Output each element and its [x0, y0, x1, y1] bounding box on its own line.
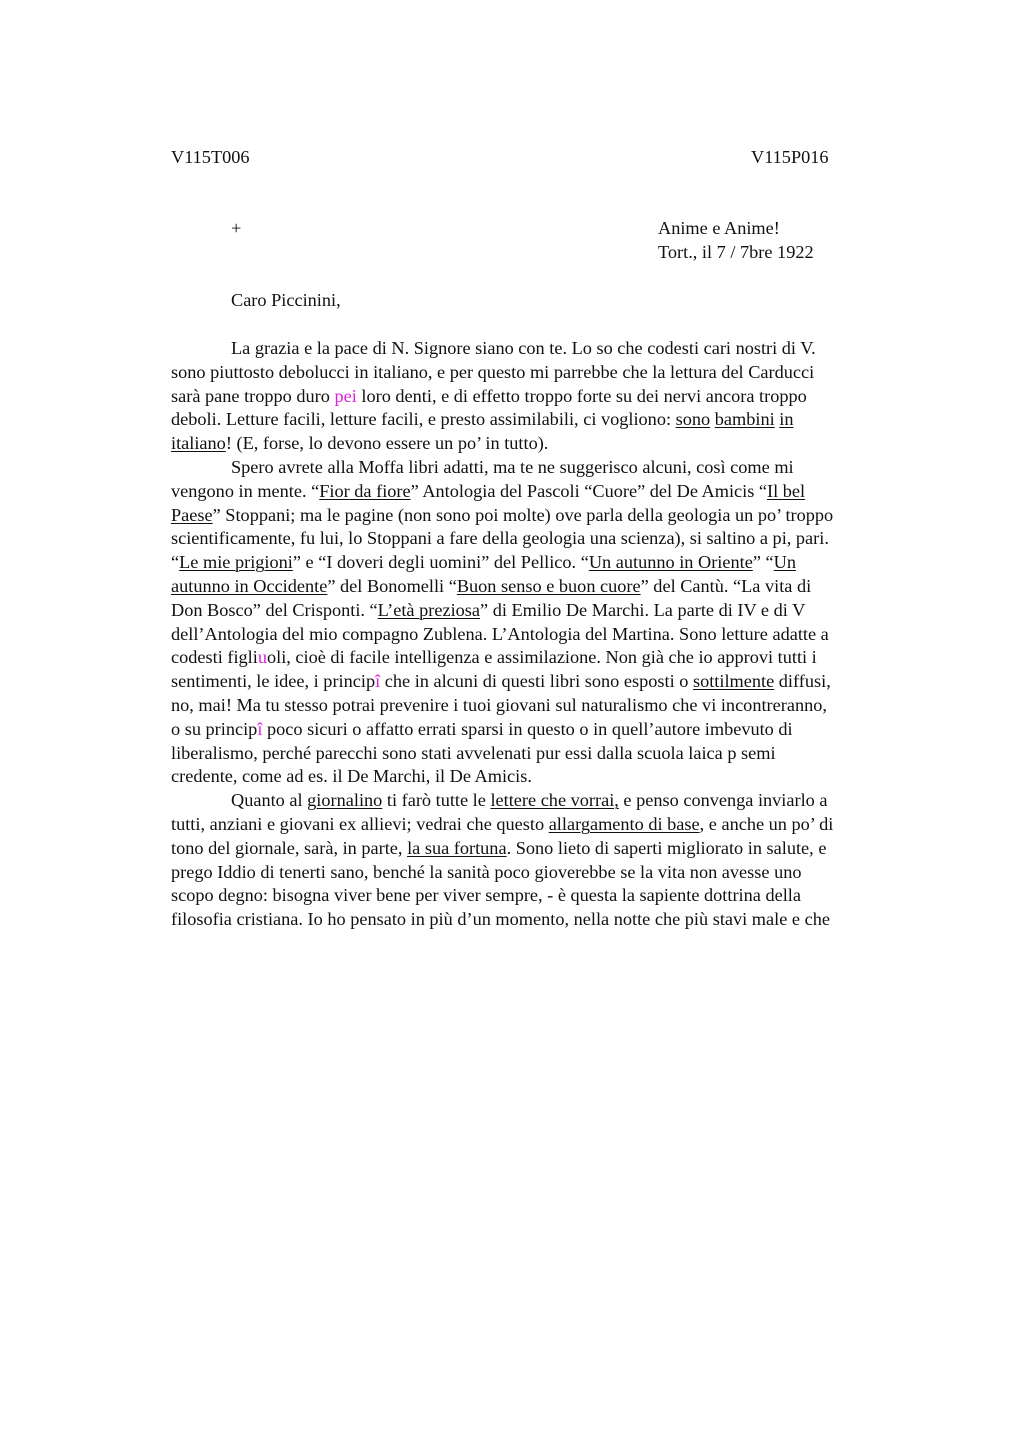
salutation: Caro Piccinini, [231, 290, 341, 310]
text-run: vengono in mente. “ [171, 480, 320, 501]
body-line [171, 408, 951, 432]
body-line [171, 504, 951, 528]
inserted-text: pei [334, 385, 357, 406]
cross-mark: + [231, 218, 242, 238]
body-line [171, 718, 951, 742]
text-run: che in alcuni di questi libri sono esposti o [380, 671, 693, 692]
body-line [171, 432, 951, 456]
text-run: ” e “I doveri degli uomini” del Pellico. “ [292, 552, 589, 573]
text-run: oli, cioè di facile intelligenza e assimilazione. Non già che io approvi tutti i [266, 647, 817, 668]
body-line [171, 361, 951, 385]
inserted-text: î [257, 718, 263, 739]
text-run: tono del giornale, sarà, in parte, [171, 837, 408, 858]
text-run: ti farò tutte le [382, 790, 491, 811]
underlined-text: Paese [171, 504, 213, 525]
underlined-text: Un [773, 552, 796, 573]
text-run: “ [171, 552, 180, 573]
text-run: no, mai! Ma tu stesso potrai prevenire i tuoi giovani sul naturalismo che vi incontreranno, [171, 694, 827, 715]
text-run: diffusi, [774, 671, 831, 692]
text-run: codesti figli [171, 647, 258, 668]
body-line [171, 551, 951, 575]
text-run: sarà pane troppo duro [171, 385, 335, 406]
text-run: scopo degno: bisogna viver bene per viver sempre, - è questa la sapiente dottrina della [171, 885, 801, 906]
underlined-text: L’età preziosa [377, 599, 481, 620]
text-run: ! (E, forse, lo devono essere un po’ in tutto). [225, 433, 549, 454]
text-run: , e anche un po’ di [699, 813, 834, 834]
inserted-text: î [375, 671, 381, 692]
underlined-text: bambini [714, 409, 775, 430]
text-run: ” Antologia del Pascoli “Cuore” del De Amicis “ [410, 480, 768, 501]
body-line [171, 861, 951, 885]
body-line [171, 599, 951, 623]
document-code-right: V115P016 [751, 147, 829, 167]
underlined-text: autunno in Occidente [171, 575, 328, 596]
body-line [171, 480, 951, 504]
underlined-text: Buon senso e buon cuore [456, 575, 641, 596]
text-run: deboli. Letture facili, letture facili, e presto assimilabili, ci vogliono: [171, 409, 676, 430]
body-line [171, 456, 951, 480]
motto: Anime e Anime! [658, 218, 780, 238]
text-run: liberalismo, perché parecchi sono stati avvelenati pur essi dalla scuola laica p semi [171, 742, 776, 763]
underlined-text: Le mie prigioni [179, 552, 293, 573]
text-run: sentimenti, le idee, i princip [171, 671, 376, 692]
body-line [171, 527, 951, 551]
text-run: e penso convenga inviarlo a [618, 790, 828, 811]
inserted-text: u [257, 647, 267, 668]
underlined-text: in [779, 409, 794, 430]
underlined-text: Un autunno in Oriente [588, 552, 753, 573]
body-line [171, 670, 951, 694]
body-line [171, 623, 951, 647]
text-run: loro denti, e di effetto troppo forte su dei nervi ancora troppo [356, 385, 807, 406]
underlined-text: giornalino [307, 790, 383, 811]
text-run: ” di Emilio De Marchi. La parte di IV e di V [480, 599, 806, 620]
body-line [171, 789, 951, 813]
text-run: ” del Cantù. “La vita di [640, 575, 812, 596]
text-run: ” Stoppani; ma le pagine (non sono poi molte) ove parla della geologia un po’ troppo [212, 504, 834, 525]
letter-body [171, 337, 951, 932]
body-line [171, 908, 951, 932]
body-line [171, 337, 951, 361]
underlined-text: Fior da fiore [319, 480, 411, 501]
text-run: credente, come ad es. il De Marchi, il De Amicis. [171, 766, 532, 787]
underlined-text: italiano [171, 433, 226, 454]
text-run: . Sono lieto di saperti migliorato in salute, e [506, 837, 827, 858]
body-line [171, 575, 951, 599]
underlined-text: sono [675, 409, 711, 430]
text-run: filosofia cristiana. Io ho pensato in più d’un momento, nella notte che più stavi male e che [171, 909, 830, 930]
text-run: tutti, anziani e giovani ex allievi; vedrai che questo [171, 813, 549, 834]
dateline: Tort., il 7 / 7bre 1922 [658, 242, 814, 262]
text-run: sono piuttosto debolucci in italiano, e per questo mi parrebbe che la lettura del Carducci [171, 361, 815, 382]
document-code-left: V115T006 [171, 147, 250, 167]
underlined-text: lettere che vorrai, [490, 790, 619, 811]
text-run: dell’Antologia del mio compagno Zublena. L’Antologia del Martina. Sono letture adatte a [171, 623, 829, 644]
text-run: Spero avrete alla Moffa libri adatti, ma te ne suggerisco alcuni, così come mi [231, 456, 794, 477]
body-line [171, 385, 951, 409]
text-run: ” del Bonomelli “ [327, 575, 457, 596]
text-run: La grazia e la pace di N. Signore siano con te. Lo so che codesti cari nostri di V. [231, 338, 816, 358]
body-line [171, 694, 951, 718]
text-run: poco sicuri o affatto errati sparsi in questo o in quell’autore imbevuto di [262, 718, 793, 739]
underlined-text: Il bel [767, 480, 806, 501]
underlined-text: sottilmente [692, 671, 775, 692]
text-run: scientificamente, fu lui, lo Stoppani a fare della geologia una scienza), si saltino a pi, pari. [171, 528, 829, 549]
text-run: o su princip [171, 718, 258, 739]
text-run: prego Iddio di tenerti sano, benché la sanità poco gioverebbe se la vita non avesse uno [171, 861, 802, 882]
body-line [171, 742, 951, 766]
body-line [171, 813, 951, 837]
body-line [171, 837, 951, 861]
body-line [171, 646, 951, 670]
underlined-text: allargamento di base [548, 813, 700, 834]
text-run: ” “ [752, 552, 774, 573]
text-run: Don Bosco” del Crisponti. “ [171, 599, 378, 620]
body-line [171, 884, 951, 908]
underlined-text: la sua fortuna [407, 837, 507, 858]
body-line [171, 765, 951, 789]
text-run: Quanto al [231, 790, 308, 811]
